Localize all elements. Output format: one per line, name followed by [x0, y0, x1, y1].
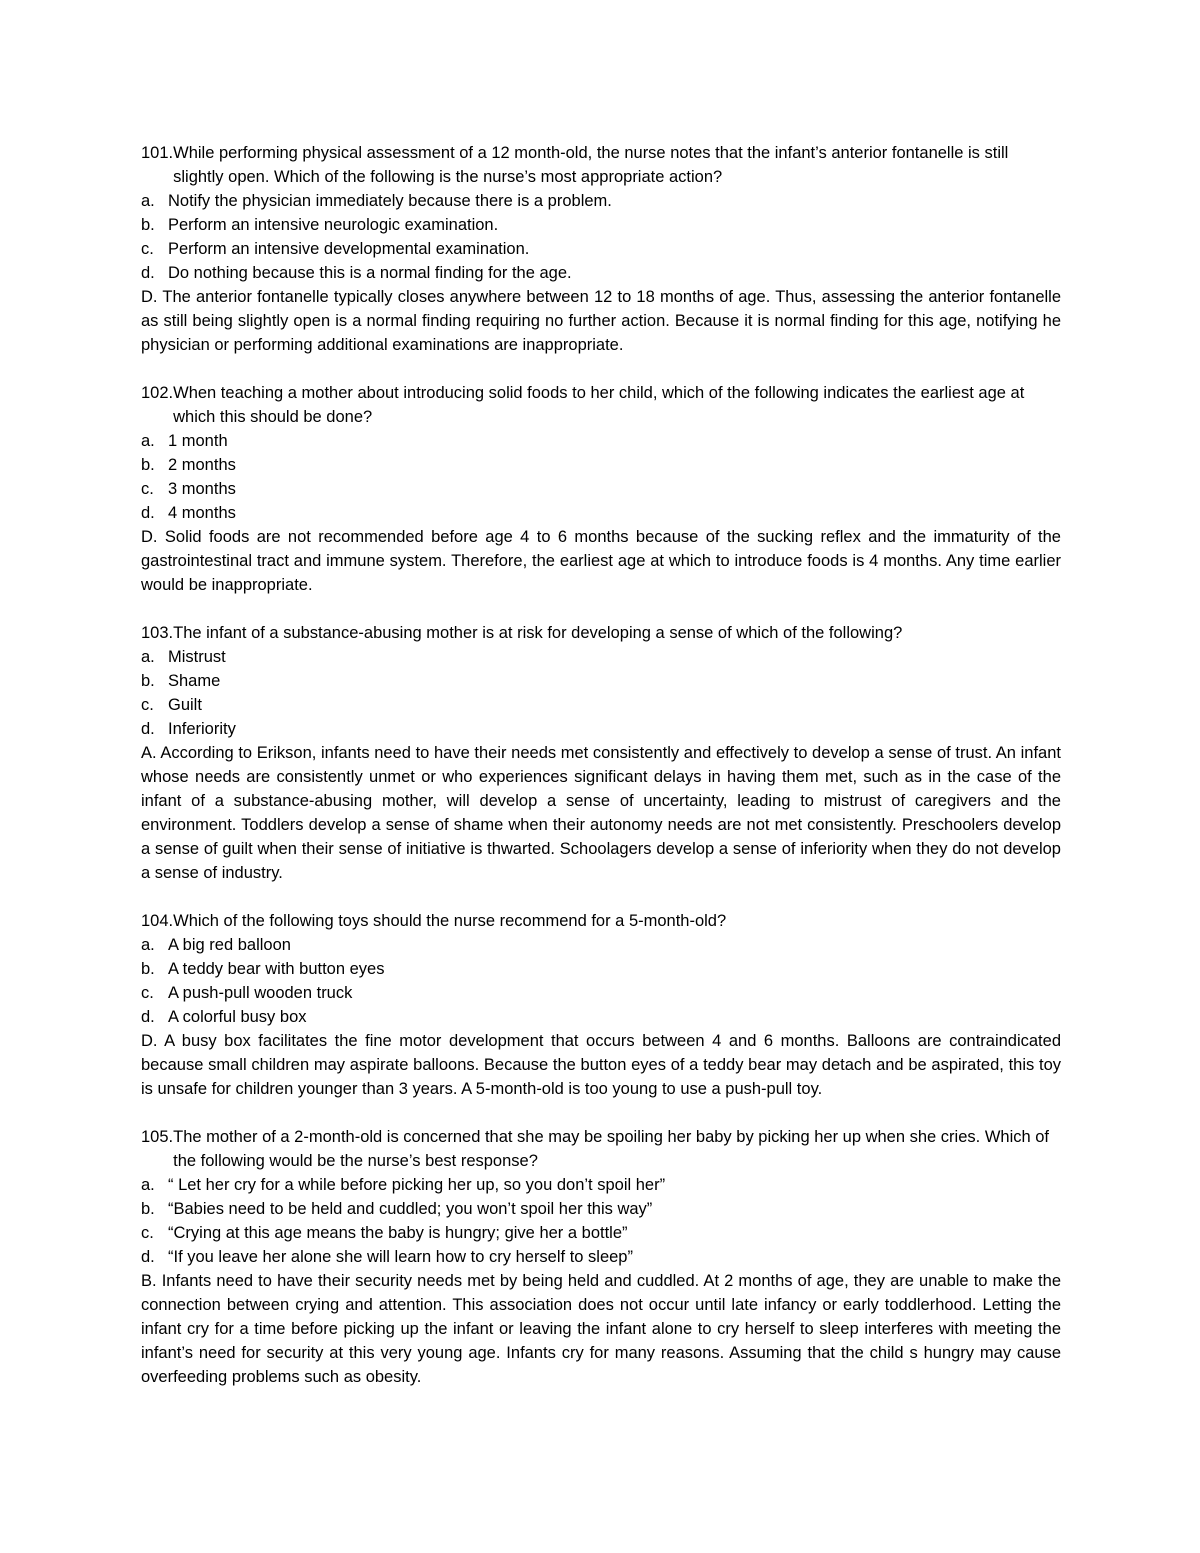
question-stem — [141, 1125, 1061, 1173]
option-text: Guilt — [168, 696, 202, 714]
option-letter: a. — [141, 432, 155, 450]
option-letter: d. — [141, 1008, 155, 1026]
option-letter: b. — [141, 672, 155, 690]
option-text: A teddy bear with button eyes — [168, 960, 385, 978]
option-text: A push-pull wooden truck — [168, 984, 353, 1002]
option-d — [141, 717, 1061, 741]
question-104 — [141, 909, 1061, 1101]
option-d — [141, 1005, 1061, 1029]
option-letter: b. — [141, 456, 155, 474]
option-letter: c. — [141, 240, 154, 258]
question-text: Which of the following toys should the nurse recommend for a 5-month-old? — [173, 912, 727, 930]
option-text: “Babies need to be held and cuddled; you won’t spoil her this way” — [168, 1200, 653, 1218]
question-105 — [141, 1125, 1061, 1389]
question-stem — [141, 621, 1061, 645]
option-letter: d. — [141, 504, 155, 522]
option-letter: d. — [141, 720, 155, 738]
answer-rationale: A. According to Erikson, infants need to have their needs met consistently and effectively to develop a sense of trust. An infant whose needs are consistently unmet or who experiences significant delays in having them met, such as in the case of the infant of a substance-abusing mother, will develop a sense of uncertainty, leading to mistrust of caregivers and the environment. Toddlers develop a sense of shame when their autonomy needs are not met consistently. Preschoolers develop a sense of guilt when their sense of initiative is thwarted. Schoolagers develop a sense of inferiority when they do not develop a sense of industry. — [141, 744, 1061, 882]
question-stem — [141, 141, 1061, 189]
option-letter: a. — [141, 1176, 155, 1194]
option-c — [141, 981, 1061, 1005]
question-text: The mother of a 2-month-old is concerned that she may be spoiling her baby by picking her up when she cries. Which of the following would be the nurse’s best response? — [173, 1128, 1050, 1170]
question-number: 104. — [141, 912, 174, 930]
option-b — [141, 213, 1061, 237]
option-text: Notify the physician immediately because there is a problem. — [168, 192, 612, 210]
option-b — [141, 453, 1061, 477]
question-text: When teaching a mother about introducing solid foods to her child, which of the following indicates the earliest age at which this should be done? — [173, 384, 1025, 426]
question-number: 103. — [141, 624, 174, 642]
question-text: The infant of a substance-abusing mother is at risk for developing a sense of which of the following? — [173, 624, 903, 642]
answer-rationale: D. The anterior fontanelle typically closes anywhere between 12 to 18 months of age. Thus, assessing the anterior fontanelle as still being slightly open is a normal finding requiring no further action. Because it is normal finding for this age, notifying he physician or performing additional examinations are inappropriate. — [141, 288, 1061, 354]
option-d — [141, 501, 1061, 525]
option-letter: c. — [141, 696, 154, 714]
option-letter: a. — [141, 936, 155, 954]
option-text: 3 months — [168, 480, 236, 498]
answer-options — [141, 645, 1061, 741]
option-letter: b. — [141, 960, 155, 978]
option-text: “If you leave her alone she will learn how to cry herself to sleep” — [168, 1248, 633, 1266]
option-text: Shame — [168, 672, 221, 690]
option-text: A colorful busy box — [168, 1008, 307, 1026]
answer-rationale: B. Infants need to have their security needs met by being held and cuddled. At 2 months of age, they are unable to make the connection between crying and attention. This association does not occur until late infancy or early toddlerhood. Letting the infant cry for a time before picking up the infant or leaving the infant alone to cry herself to sleep interferes with meeting the infant’s need for security at this very young age. Infants cry for many reasons. Assuming that the child s hungry may cause overfeeding problems such as obesity. — [141, 1272, 1061, 1386]
option-letter: d. — [141, 1248, 155, 1266]
option-text: Mistrust — [168, 648, 226, 666]
answer-rationale: D. A busy box facilitates the fine motor development that occurs between 4 and 6 months. Balloons are contraindicated because small children may aspirate balloons. Because the button eyes of a teddy bear may detach and be aspirated, this toy is unsafe for children younger than 3 years. A 5-month-old is too young to use a push-pull toy. — [141, 1032, 1061, 1098]
option-d — [141, 1245, 1061, 1269]
option-d — [141, 261, 1061, 285]
answer-options — [141, 933, 1061, 1029]
option-a — [141, 429, 1061, 453]
option-text: “ Let her cry for a while before picking her up, so you don’t spoil her” — [168, 1176, 666, 1194]
answer-options — [141, 1173, 1061, 1269]
option-text: “Crying at this age means the baby is hungry; give her a bottle” — [168, 1224, 628, 1242]
option-b — [141, 669, 1061, 693]
option-text: Do nothing because this is a normal finding for the age. — [168, 264, 572, 282]
option-b — [141, 957, 1061, 981]
option-a — [141, 933, 1061, 957]
answer-options — [141, 429, 1061, 525]
answer-options — [141, 189, 1061, 285]
option-letter: c. — [141, 480, 154, 498]
question-102 — [141, 381, 1061, 597]
question-stem — [141, 381, 1061, 429]
option-letter: c. — [141, 984, 154, 1002]
question-number: 102. — [141, 384, 174, 402]
option-letter: d. — [141, 264, 155, 282]
option-text: 4 months — [168, 504, 236, 522]
option-a — [141, 189, 1061, 213]
option-text: 2 months — [168, 456, 236, 474]
option-text: Perform an intensive neurologic examination. — [168, 216, 499, 234]
option-a — [141, 1173, 1061, 1197]
question-number: 105. — [141, 1128, 174, 1146]
option-letter: b. — [141, 1200, 155, 1218]
option-text: 1 month — [168, 432, 228, 450]
document-page — [141, 141, 1061, 1413]
option-c — [141, 477, 1061, 501]
option-c — [141, 1221, 1061, 1245]
option-letter: b. — [141, 216, 155, 234]
question-103 — [141, 621, 1061, 885]
option-text: Inferiority — [168, 720, 236, 738]
option-b — [141, 1197, 1061, 1221]
option-letter: c. — [141, 1224, 154, 1242]
question-text: While performing physical assessment of a 12 month-old, the nurse notes that the infant’s anterior fontanelle is still slightly open. Which of the following is the nurse’s most appropriate action? — [173, 144, 1009, 186]
option-text: A big red balloon — [168, 936, 291, 954]
option-c — [141, 693, 1061, 717]
question-101 — [141, 141, 1061, 357]
option-letter: a. — [141, 192, 155, 210]
option-text: Perform an intensive developmental examination. — [168, 240, 530, 258]
question-number: 101. — [141, 144, 174, 162]
option-a — [141, 645, 1061, 669]
question-stem — [141, 909, 1061, 933]
option-c — [141, 237, 1061, 261]
answer-rationale: D. Solid foods are not recommended before age 4 to 6 months because of the sucking reflex and the immaturity of the gastrointestinal tract and immune system. Therefore, the earliest age at which to introduce foods is 4 months. Any time earlier would be inappropriate. — [141, 528, 1061, 594]
option-letter: a. — [141, 648, 155, 666]
